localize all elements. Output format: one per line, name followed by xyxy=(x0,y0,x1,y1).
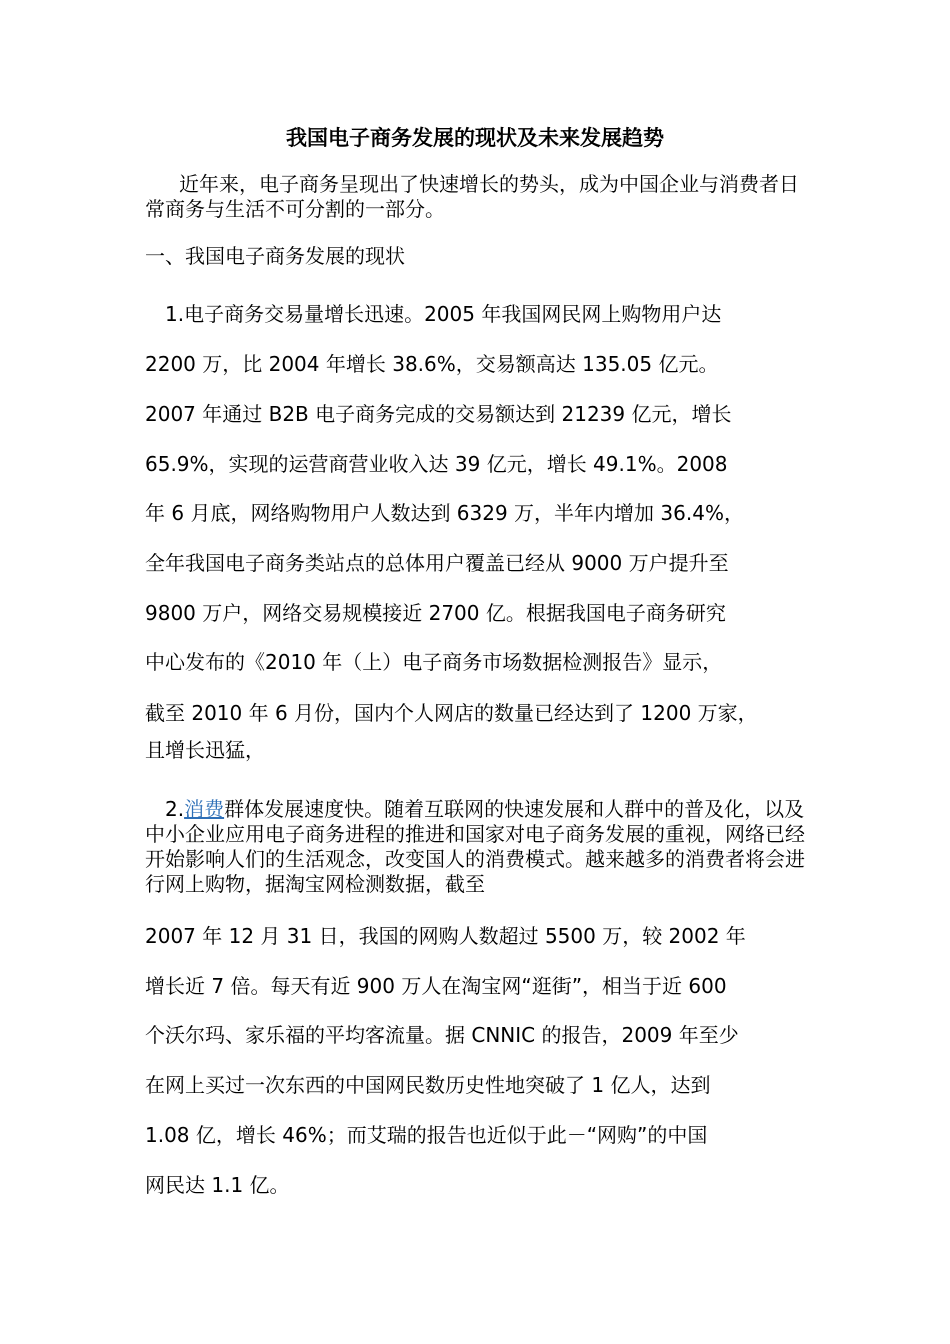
paragraph-line: 年 6 月底，网络购物用户人数达到 6329 万，半年内增加 36.4%， xyxy=(145,501,744,525)
paragraph-line: 且增长迅猛， xyxy=(145,738,265,762)
paragraph-line: 65.9%，实现的运营商营业收入达 39 亿元，增长 49.1%。2008 xyxy=(145,452,728,476)
document-title: 我国电子商务发展的现状及未来发展趋势 xyxy=(286,125,664,150)
paragraph-line: 网民达 1.1 亿。 xyxy=(145,1173,290,1197)
paragraph-2-prefix: 2. xyxy=(145,797,185,821)
paragraph-line: 1.电子商务交易量增长迅速。2005 年我国网民网上购物用户达 xyxy=(145,302,722,326)
paragraph-line: 全年我国电子商务类站点的总体用户覆盖已经从 9000 万户提升至 xyxy=(145,551,729,575)
paragraph-line: 2200 万，比 2004 年增长 38.6%，交易额高达 135.05 亿元。 xyxy=(145,352,719,376)
consumption-link[interactable]: 消费 xyxy=(184,797,225,821)
paragraph-line: 1.08 亿，增长 46%；而艾瑞的报告也近似于此－“网购”的中国 xyxy=(145,1123,708,1147)
paragraph-2-first-line: 群体发展速度快。随着互联网的快速发展和人群中的普及 xyxy=(224,797,725,821)
paragraph-line: 个沃尔玛、家乐福的平均客流量。据 CNNIC 的报告，2009 年至少 xyxy=(145,1023,739,1047)
paragraph-line: 9800 万户，网络交易规模接近 2700 亿。根据我国电子商务研究 xyxy=(145,601,726,625)
section-heading: 一、我国电子商务发展的现状 xyxy=(145,244,405,268)
paragraph-line: 2007 年通过 B2B 电子商务完成的交易额达到 21239 亿元，增长 xyxy=(145,402,732,426)
paragraph-line: 2007 年 12 月 31 日，我国的网购人数超过 5500 万，较 2002 年 xyxy=(145,924,746,948)
paragraph-line: 中心发布的《2010 年（上）电子商务市场数据检测报告》显示， xyxy=(145,650,723,674)
intro-paragraph: 近年来，电子商务呈现出了快速增长的势头，成为中国企业与消费者日常商务与生活不可分割的一部分。 xyxy=(145,172,799,221)
paragraph-line: 截至 2010 年 6 月份，国内个人网店的数量已经达到了 1200 万家， xyxy=(145,701,758,725)
paragraph-2-opening xyxy=(145,797,815,897)
paragraph-line: 在网上买过一次东西的中国网民数历史性地突破了 1 亿人，达到 xyxy=(145,1073,711,1097)
paragraph-2-tight-text: 化，以及中小企业应用电子商务进程的推进和国家对电子商务发展的重视，网络已经开始影响人们的生活观念，改变国人的消费模式。越来越多的消费者将会进行网上购物，据淘宝网检测数据，截至 xyxy=(145,797,805,896)
paragraph-line: 增长近 7 倍。每天有近 900 万人在淘宝网“逛街”，相当于近 600 xyxy=(145,974,727,998)
